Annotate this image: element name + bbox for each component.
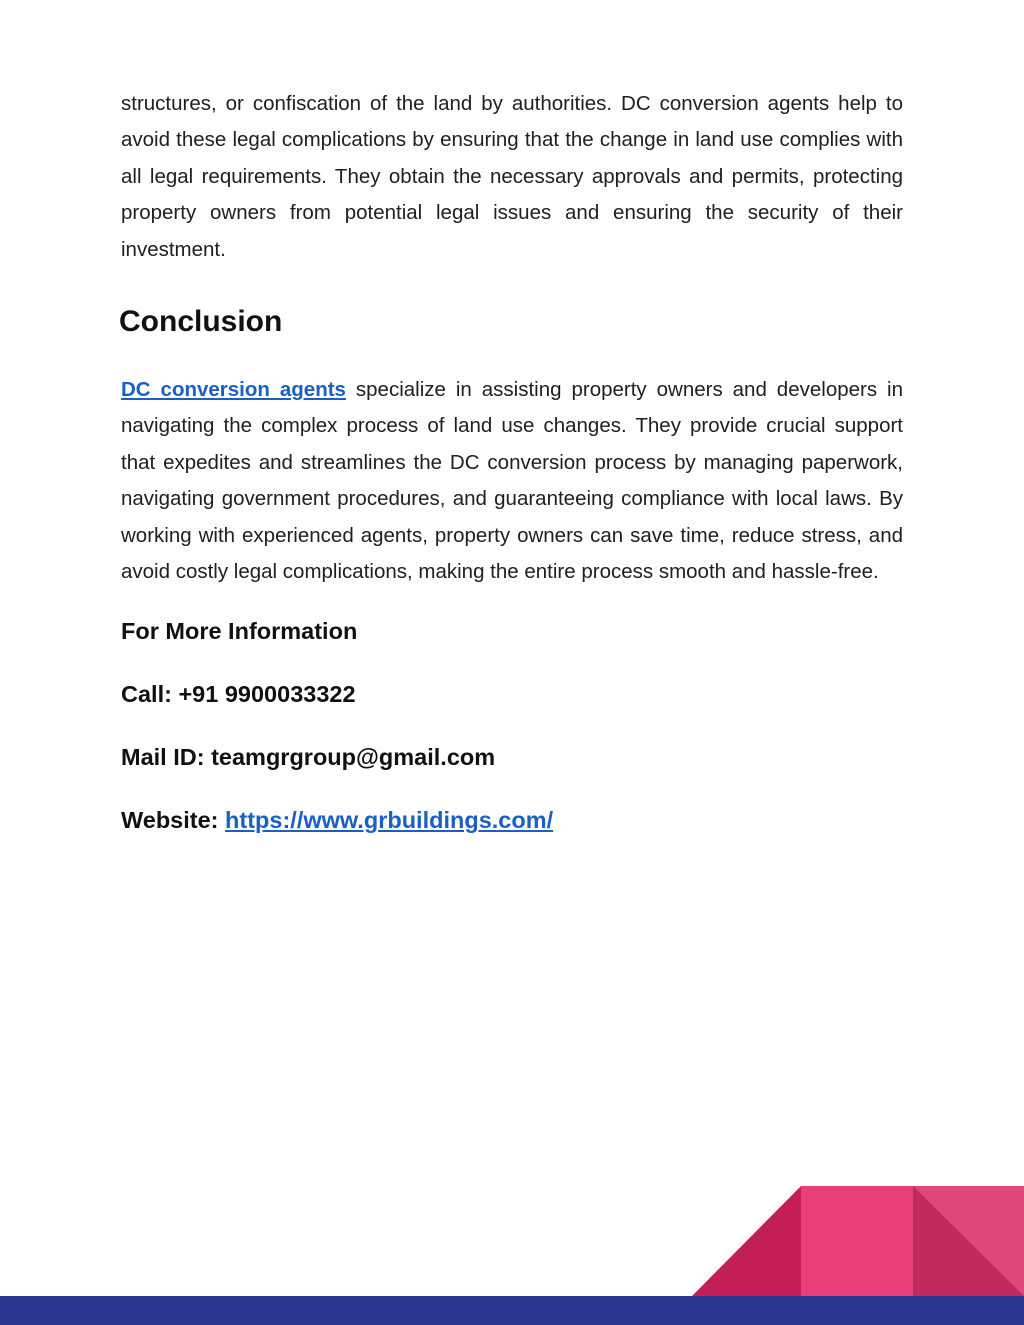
intro-paragraph: structures, or confiscation of the land by authorities. DC conversion agents help to avoid these legal complications by ensuring that the change in land use complies with all legal requirements. They obtain the necessary approvals and permits, protecting property owners from potential legal issues and ensuring the security of their investment. [121,92,903,261]
page-content [121,86,903,835]
conclusion-paragraph-text: specialize in assisting property owners and developers in navigating the complex process of land use changes. They provide crucial support that expedites and streamlines the DC conversion process by managing paperwork, navigating government procedures, and guaranteeing compliance with local laws. By working with experienced agents, property owners can save time, reduce stress, and avoid costly legal complications, making the entire process smooth and hassle-free. [121,378,903,584]
dc-conversion-agents-link[interactable]: DC conversion agents [121,378,346,402]
more-info-heading: For More Information [121,618,358,645]
mail-line: Mail ID: teamgrgroup@gmail.com [121,744,496,771]
website-line [121,805,903,835]
corner-highlight-shape [913,1186,1024,1296]
pink-square-shape [801,1186,913,1296]
pink-corner-shape [913,1186,1024,1296]
footer-bar [0,1296,1024,1325]
website-link[interactable]: https://www.grbuildings.com/ [225,807,554,834]
call-line: Call: +91 9900033322 [121,681,356,708]
crimson-triangle-shape [692,1186,801,1296]
corner-shade-shape [913,1186,1024,1296]
website-label: Website: [121,807,226,834]
conclusion-heading: Conclusion [119,305,283,339]
conclusion-paragraph [121,372,903,590]
